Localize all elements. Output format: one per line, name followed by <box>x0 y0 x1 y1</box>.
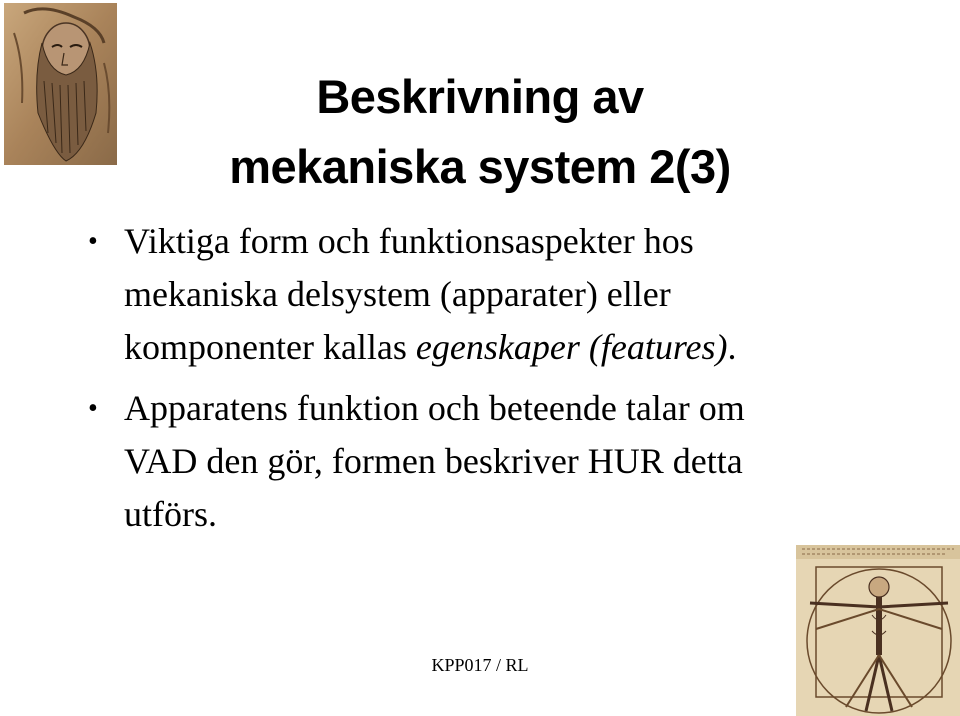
slide-title-line-1: Beskrivning av <box>316 70 644 123</box>
bullet-item-1 <box>82 215 842 374</box>
bullet-1-line-3-text: komponenter kallas <box>124 327 416 367</box>
slide-title-line-2: mekaniska system 2(3) <box>229 140 731 193</box>
bullet-1-period: . <box>727 327 737 367</box>
bullet-1-line-1: Viktiga form och funktionsaspekter hos <box>124 221 694 261</box>
leonardo-portrait-image <box>4 3 117 165</box>
vitruvian-man-image <box>796 545 960 716</box>
slide-title <box>140 62 820 202</box>
bullet-list <box>82 215 842 549</box>
bullet-dot-icon: • <box>88 393 98 424</box>
bullet-dot-icon: • <box>88 226 98 257</box>
bullet-1-line-3 <box>124 321 842 374</box>
slide-footer: KPP017 / RL <box>431 655 529 675</box>
bullet-1-italic-term: egenskaper (features) <box>415 327 728 367</box>
bullet-2-line-1: Apparatens funktion och beteende talar om <box>124 388 745 428</box>
bullet-2-line-2: VAD den gör, formen beskriver HUR detta <box>124 441 743 481</box>
bullet-2-line-3: utförs. <box>124 494 217 534</box>
bullet-item-2 <box>82 382 842 541</box>
bullet-1-line-2: mekaniska delsystem (apparater) eller <box>124 274 671 314</box>
